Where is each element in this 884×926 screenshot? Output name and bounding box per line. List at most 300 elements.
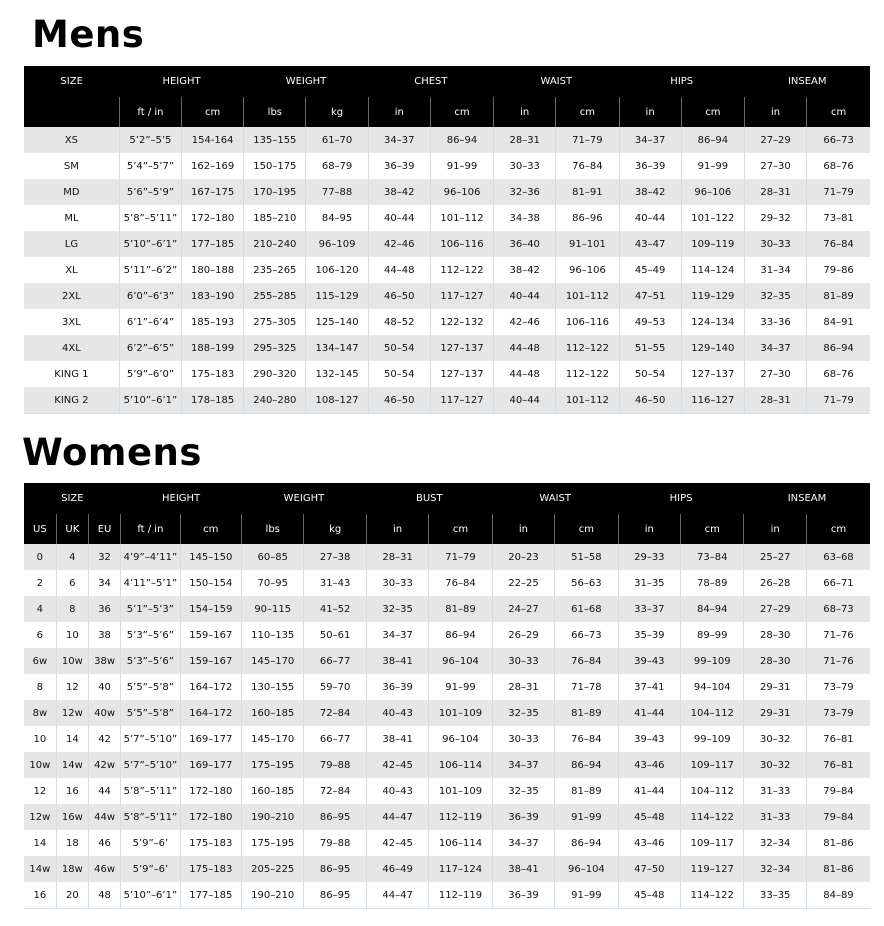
womens-header-weight: WEIGHT	[242, 483, 367, 514]
mens-unit-header: in	[619, 97, 681, 127]
table-cell: 162–169	[182, 153, 244, 179]
table-cell: 29–31	[744, 674, 806, 700]
table-cell: 40–44	[368, 205, 430, 231]
table-cell: 18w	[56, 856, 88, 882]
table-cell: 46–50	[619, 387, 681, 414]
table-cell: 5’10”–6’1”	[119, 387, 181, 414]
womens-header-inseam: INSEAM	[744, 483, 870, 514]
table-cell: 190–210	[242, 882, 304, 909]
table-cell: 30–33	[492, 726, 554, 752]
table-cell: 5’9”–6’	[121, 830, 180, 856]
table-cell: 127–137	[430, 335, 493, 361]
table-cell: 188–199	[182, 335, 244, 361]
table-cell: 44–47	[366, 882, 428, 909]
size-label-cell: 8w	[24, 700, 56, 726]
table-cell: 31–43	[304, 570, 366, 596]
womens-unit-header: ft / in	[121, 514, 180, 544]
table-row	[24, 882, 870, 909]
table-cell: 145–170	[242, 648, 304, 674]
mens-unit-header: kg	[306, 97, 368, 127]
table-cell: 34–38	[494, 205, 556, 231]
table-cell: 110–135	[242, 622, 304, 648]
table-cell: 94–104	[681, 674, 744, 700]
table-cell: 26–29	[492, 622, 554, 648]
table-cell: 5’5”–5’8”	[121, 674, 180, 700]
size-label-cell: 16	[24, 882, 56, 909]
table-row	[24, 153, 870, 179]
table-cell: 66–73	[807, 127, 870, 153]
table-cell: 41–52	[304, 596, 366, 622]
table-cell: 76–84	[555, 726, 618, 752]
table-cell: 101–112	[430, 205, 493, 231]
womens-units-header-row	[24, 514, 870, 544]
table-cell: 46w	[88, 856, 120, 882]
table-row	[24, 700, 870, 726]
table-cell: 86–95	[304, 804, 366, 830]
table-cell: 45–49	[619, 257, 681, 283]
table-cell: 5’8”–5’11”	[121, 804, 180, 830]
table-cell: 180–188	[182, 257, 244, 283]
table-cell: 5’6”–5’9”	[119, 179, 181, 205]
table-cell: 170–195	[244, 179, 306, 205]
table-cell: 44	[88, 778, 120, 804]
table-cell: 112–122	[430, 257, 493, 283]
table-cell: 27–29	[744, 127, 806, 153]
table-cell: 119–127	[681, 856, 744, 882]
table-cell: 28–31	[744, 387, 806, 414]
table-cell: 73–79	[806, 700, 870, 726]
table-cell: 31–33	[744, 778, 806, 804]
table-cell: 108–127	[306, 387, 368, 414]
table-row	[24, 674, 870, 700]
size-label-cell: 2XL	[24, 283, 119, 309]
table-cell: 22–25	[492, 570, 554, 596]
table-row	[24, 179, 870, 205]
table-cell: 104–112	[681, 778, 744, 804]
table-cell: 38–41	[366, 648, 428, 674]
table-cell: 39–43	[618, 726, 680, 752]
table-cell: 40	[88, 674, 120, 700]
table-cell: 32–35	[744, 283, 806, 309]
table-row	[24, 387, 870, 414]
table-cell: 6	[56, 570, 88, 596]
table-cell: 172–180	[180, 804, 241, 830]
size-label-cell: MD	[24, 179, 119, 205]
table-cell: 66–77	[304, 648, 366, 674]
size-label-cell: 12	[24, 778, 56, 804]
table-cell: 42	[88, 726, 120, 752]
size-label-cell: SM	[24, 153, 119, 179]
table-cell: 73–84	[681, 544, 744, 570]
table-cell: 42–45	[366, 752, 428, 778]
table-cell: 40–43	[366, 700, 428, 726]
table-cell: 79–88	[304, 752, 366, 778]
table-cell: 86–95	[304, 856, 366, 882]
table-cell: 32–36	[494, 179, 556, 205]
table-cell: 81–89	[807, 283, 870, 309]
table-cell: 56–63	[555, 570, 618, 596]
table-row	[24, 804, 870, 830]
table-cell: 5’5”–5’8”	[121, 700, 180, 726]
table-cell: 37–41	[618, 674, 680, 700]
table-cell: 44–48	[494, 361, 556, 387]
table-cell: 71–79	[807, 387, 870, 414]
table-cell: 89–99	[681, 622, 744, 648]
table-cell: 71–76	[806, 622, 870, 648]
table-cell: 81–89	[429, 596, 492, 622]
table-cell: 96–106	[556, 257, 619, 283]
womens-header-hips: HIPS	[618, 483, 744, 514]
table-cell: 27–38	[304, 544, 366, 570]
table-cell: 4’9”–4’11”	[121, 544, 180, 570]
table-cell: 101–109	[429, 700, 492, 726]
table-cell: 109–117	[681, 830, 744, 856]
table-cell: 38–41	[366, 726, 428, 752]
table-cell: 86–94	[555, 830, 618, 856]
table-cell: 66–73	[555, 622, 618, 648]
table-cell: 32–34	[744, 830, 806, 856]
table-cell: 96–106	[681, 179, 744, 205]
table-cell: 34–37	[366, 622, 428, 648]
table-cell: 29–32	[744, 205, 806, 231]
table-cell: 34–37	[492, 830, 554, 856]
table-cell: 112–122	[556, 361, 619, 387]
table-cell: 59–70	[304, 674, 366, 700]
table-cell: 91–99	[429, 674, 492, 700]
table-cell: 41–44	[618, 700, 680, 726]
mens-unit-header: in	[368, 97, 430, 127]
womens-title: Womens	[22, 431, 202, 474]
table-cell: 96–106	[430, 179, 493, 205]
table-cell: 31–34	[744, 257, 806, 283]
size-label-cell: 12w	[24, 804, 56, 830]
table-cell: 210–240	[244, 231, 306, 257]
table-cell: 91–99	[681, 153, 744, 179]
table-cell: 12	[56, 674, 88, 700]
size-label-cell: 10	[24, 726, 56, 752]
size-label-cell: KING 1	[24, 361, 119, 387]
table-cell: 47–51	[619, 283, 681, 309]
table-cell: 38–42	[494, 257, 556, 283]
table-cell: 91–99	[555, 882, 618, 909]
table-cell: 160–185	[242, 700, 304, 726]
table-cell: 32–35	[366, 596, 428, 622]
table-cell: 145–170	[242, 726, 304, 752]
table-cell: 71–79	[429, 544, 492, 570]
womens-unit-header: UK	[56, 514, 88, 544]
table-cell: 86–94	[681, 127, 744, 153]
table-cell: 34	[88, 570, 120, 596]
table-cell: 119–129	[681, 283, 744, 309]
womens-table-body	[24, 544, 870, 909]
table-cell: 38	[88, 622, 120, 648]
table-cell: 99–109	[681, 648, 744, 674]
table-cell: 183–190	[182, 283, 244, 309]
table-cell: 60–85	[242, 544, 304, 570]
size-label-cell: LG	[24, 231, 119, 257]
table-cell: 24–27	[492, 596, 554, 622]
table-cell: 91–101	[556, 231, 619, 257]
table-row	[24, 257, 870, 283]
size-label-cell: 2	[24, 570, 56, 596]
table-cell: 51–55	[619, 335, 681, 361]
table-cell: 235–265	[244, 257, 306, 283]
table-cell: 71–79	[556, 127, 619, 153]
womens-unit-header: US	[24, 514, 56, 544]
womens-header-size: SIZE	[24, 483, 121, 514]
table-cell: 135–155	[244, 127, 306, 153]
table-row	[24, 778, 870, 804]
table-cell: 81–86	[806, 830, 870, 856]
table-cell: 114–122	[681, 804, 744, 830]
table-cell: 109–117	[681, 752, 744, 778]
table-cell: 159–167	[180, 622, 241, 648]
table-cell: 164–172	[180, 700, 241, 726]
size-label-cell: 4XL	[24, 335, 119, 361]
table-cell: 160–185	[242, 778, 304, 804]
table-cell: 36–39	[619, 153, 681, 179]
table-cell: 47–50	[618, 856, 680, 882]
table-cell: 12w	[56, 700, 88, 726]
table-cell: 129–140	[681, 335, 744, 361]
table-cell: 6’2”–6’5”	[119, 335, 181, 361]
table-cell: 130–155	[242, 674, 304, 700]
table-cell: 40–44	[619, 205, 681, 231]
mens-header-weight: WEIGHT	[244, 66, 368, 97]
womens-size-table	[24, 483, 870, 909]
table-cell: 76–81	[806, 752, 870, 778]
table-cell: 44–48	[368, 257, 430, 283]
table-cell: 76–81	[806, 726, 870, 752]
table-cell: 36–39	[492, 882, 554, 909]
table-cell: 134–147	[306, 335, 368, 361]
table-cell: 76–84	[555, 648, 618, 674]
table-cell: 5’9”–6’0”	[119, 361, 181, 387]
table-cell: 66–77	[304, 726, 366, 752]
table-cell: 164–172	[180, 674, 241, 700]
mens-header-hips: HIPS	[619, 66, 744, 97]
table-cell: 27–29	[744, 596, 806, 622]
table-row	[24, 830, 870, 856]
table-cell: 114–122	[681, 882, 744, 909]
table-row	[24, 856, 870, 882]
table-cell: 51–58	[555, 544, 618, 570]
table-cell: 42–46	[494, 309, 556, 335]
table-cell: 185–193	[182, 309, 244, 335]
table-cell: 33–35	[744, 882, 806, 909]
table-cell: 150–154	[180, 570, 241, 596]
table-cell: 42w	[88, 752, 120, 778]
table-cell: 185–210	[244, 205, 306, 231]
table-cell: 106–114	[429, 752, 492, 778]
table-cell: 106–120	[306, 257, 368, 283]
table-cell: 44–47	[366, 804, 428, 830]
table-cell: 5’3”–5’6”	[121, 648, 180, 674]
table-cell: 30–33	[366, 570, 428, 596]
table-cell: 84–89	[806, 882, 870, 909]
table-cell: 28–31	[744, 179, 806, 205]
table-cell: 38–41	[492, 856, 554, 882]
table-cell: 172–180	[180, 778, 241, 804]
table-cell: 125–140	[306, 309, 368, 335]
table-cell: 86–94	[429, 622, 492, 648]
womens-unit-header: cm	[429, 514, 492, 544]
womens-header-bust: BUST	[366, 483, 492, 514]
table-cell: 91–99	[555, 804, 618, 830]
table-cell: 50–61	[304, 622, 366, 648]
table-cell: 290–320	[244, 361, 306, 387]
table-cell: 35–39	[618, 622, 680, 648]
table-cell: 31–35	[618, 570, 680, 596]
mens-unit-header	[24, 97, 119, 127]
table-cell: 6’1”–6’4”	[119, 309, 181, 335]
table-cell: 190–210	[242, 804, 304, 830]
table-cell: 10w	[56, 648, 88, 674]
table-cell: 50–54	[368, 335, 430, 361]
table-cell: 175–183	[180, 856, 241, 882]
table-cell: 115–129	[306, 283, 368, 309]
size-label-cell: 0	[24, 544, 56, 570]
table-cell: 76–84	[429, 570, 492, 596]
table-row	[24, 205, 870, 231]
mens-unit-header: cm	[430, 97, 493, 127]
size-label-cell: 8	[24, 674, 56, 700]
womens-unit-header: in	[492, 514, 554, 544]
womens-unit-header: in	[366, 514, 428, 544]
table-row	[24, 231, 870, 257]
mens-group-header-row	[24, 66, 870, 97]
table-cell: 96–109	[306, 231, 368, 257]
table-cell: 145–150	[180, 544, 241, 570]
table-cell: 40w	[88, 700, 120, 726]
table-cell: 81–86	[806, 856, 870, 882]
womens-unit-header: in	[618, 514, 680, 544]
table-cell: 76–84	[807, 231, 870, 257]
size-label-cell: KING 2	[24, 387, 119, 414]
table-cell: 40–44	[494, 283, 556, 309]
table-cell: 5’9”–6’	[121, 856, 180, 882]
table-cell: 5’7”–5’10”	[121, 726, 180, 752]
table-cell: 38w	[88, 648, 120, 674]
table-cell: 36	[88, 596, 120, 622]
table-cell: 36–39	[368, 153, 430, 179]
mens-unit-header: cm	[182, 97, 244, 127]
table-cell: 61–70	[306, 127, 368, 153]
table-cell: 36–40	[494, 231, 556, 257]
table-cell: 167–175	[182, 179, 244, 205]
table-cell: 63–68	[806, 544, 870, 570]
table-cell: 43–46	[618, 752, 680, 778]
womens-header-height: HEIGHT	[121, 483, 242, 514]
table-cell: 30–32	[744, 726, 806, 752]
table-cell: 84–95	[306, 205, 368, 231]
table-cell: 5’3”–5’6”	[121, 622, 180, 648]
table-cell: 117–127	[430, 283, 493, 309]
mens-unit-header: ft / in	[119, 97, 181, 127]
table-cell: 34–37	[744, 335, 806, 361]
womens-unit-header: kg	[304, 514, 366, 544]
table-cell: 5’1”–5’3”	[121, 596, 180, 622]
table-cell: 30–33	[744, 231, 806, 257]
size-label-cell: 4	[24, 596, 56, 622]
table-cell: 172–180	[182, 205, 244, 231]
table-cell: 114–124	[681, 257, 744, 283]
table-cell: 159–167	[180, 648, 241, 674]
table-cell: 34–37	[619, 127, 681, 153]
table-cell: 27–30	[744, 361, 806, 387]
table-cell: 5’8”–5’11”	[121, 778, 180, 804]
size-label-cell: 10w	[24, 752, 56, 778]
table-cell: 70–95	[242, 570, 304, 596]
womens-unit-header: cm	[555, 514, 618, 544]
table-cell: 5’4”–5’7”	[119, 153, 181, 179]
table-cell: 86–94	[555, 752, 618, 778]
table-cell: 68–76	[807, 361, 870, 387]
table-cell: 79–84	[806, 804, 870, 830]
table-cell: 122–132	[430, 309, 493, 335]
mens-units-header-row	[24, 97, 870, 127]
mens-header-chest: CHEST	[368, 66, 493, 97]
table-row	[24, 726, 870, 752]
table-cell: 16w	[56, 804, 88, 830]
table-cell: 106–116	[430, 231, 493, 257]
mens-table-body	[24, 127, 870, 414]
mens-header-size: SIZE	[24, 66, 119, 97]
table-cell: 5’2”–5’5	[119, 127, 181, 153]
table-cell: 43–46	[618, 830, 680, 856]
table-cell: 66–71	[806, 570, 870, 596]
table-cell: 124–134	[681, 309, 744, 335]
table-cell: 5’7”–5’10”	[121, 752, 180, 778]
table-cell: 295–325	[244, 335, 306, 361]
table-cell: 8	[56, 596, 88, 622]
table-cell: 96–104	[429, 648, 492, 674]
table-cell: 46–50	[368, 387, 430, 414]
table-cell: 34–37	[492, 752, 554, 778]
table-cell: 175–195	[242, 830, 304, 856]
table-cell: 81–91	[556, 179, 619, 205]
table-cell: 36–39	[492, 804, 554, 830]
table-cell: 101–112	[556, 283, 619, 309]
table-cell: 112–119	[429, 882, 492, 909]
table-cell: 6’0”–6’3”	[119, 283, 181, 309]
table-cell: 39–43	[618, 648, 680, 674]
table-cell: 169–177	[180, 752, 241, 778]
table-row	[24, 309, 870, 335]
table-cell: 175–183	[182, 361, 244, 387]
table-cell: 30–33	[494, 153, 556, 179]
table-cell: 169–177	[180, 726, 241, 752]
table-cell: 178–185	[182, 387, 244, 414]
table-cell: 96–104	[555, 856, 618, 882]
table-cell: 78–89	[681, 570, 744, 596]
table-cell: 84–91	[807, 309, 870, 335]
table-cell: 30–33	[492, 648, 554, 674]
size-label-cell: XS	[24, 127, 119, 153]
table-cell: 68–79	[306, 153, 368, 179]
table-cell: 112–122	[556, 335, 619, 361]
table-cell: 38–42	[368, 179, 430, 205]
table-cell: 112–119	[429, 804, 492, 830]
table-cell: 177–185	[180, 882, 241, 909]
table-cell: 86–94	[430, 127, 493, 153]
size-label-cell: 6	[24, 622, 56, 648]
size-label-cell: ML	[24, 205, 119, 231]
table-cell: 29–31	[744, 700, 806, 726]
table-cell: 150–175	[244, 153, 306, 179]
table-row	[24, 570, 870, 596]
table-cell: 79–84	[806, 778, 870, 804]
